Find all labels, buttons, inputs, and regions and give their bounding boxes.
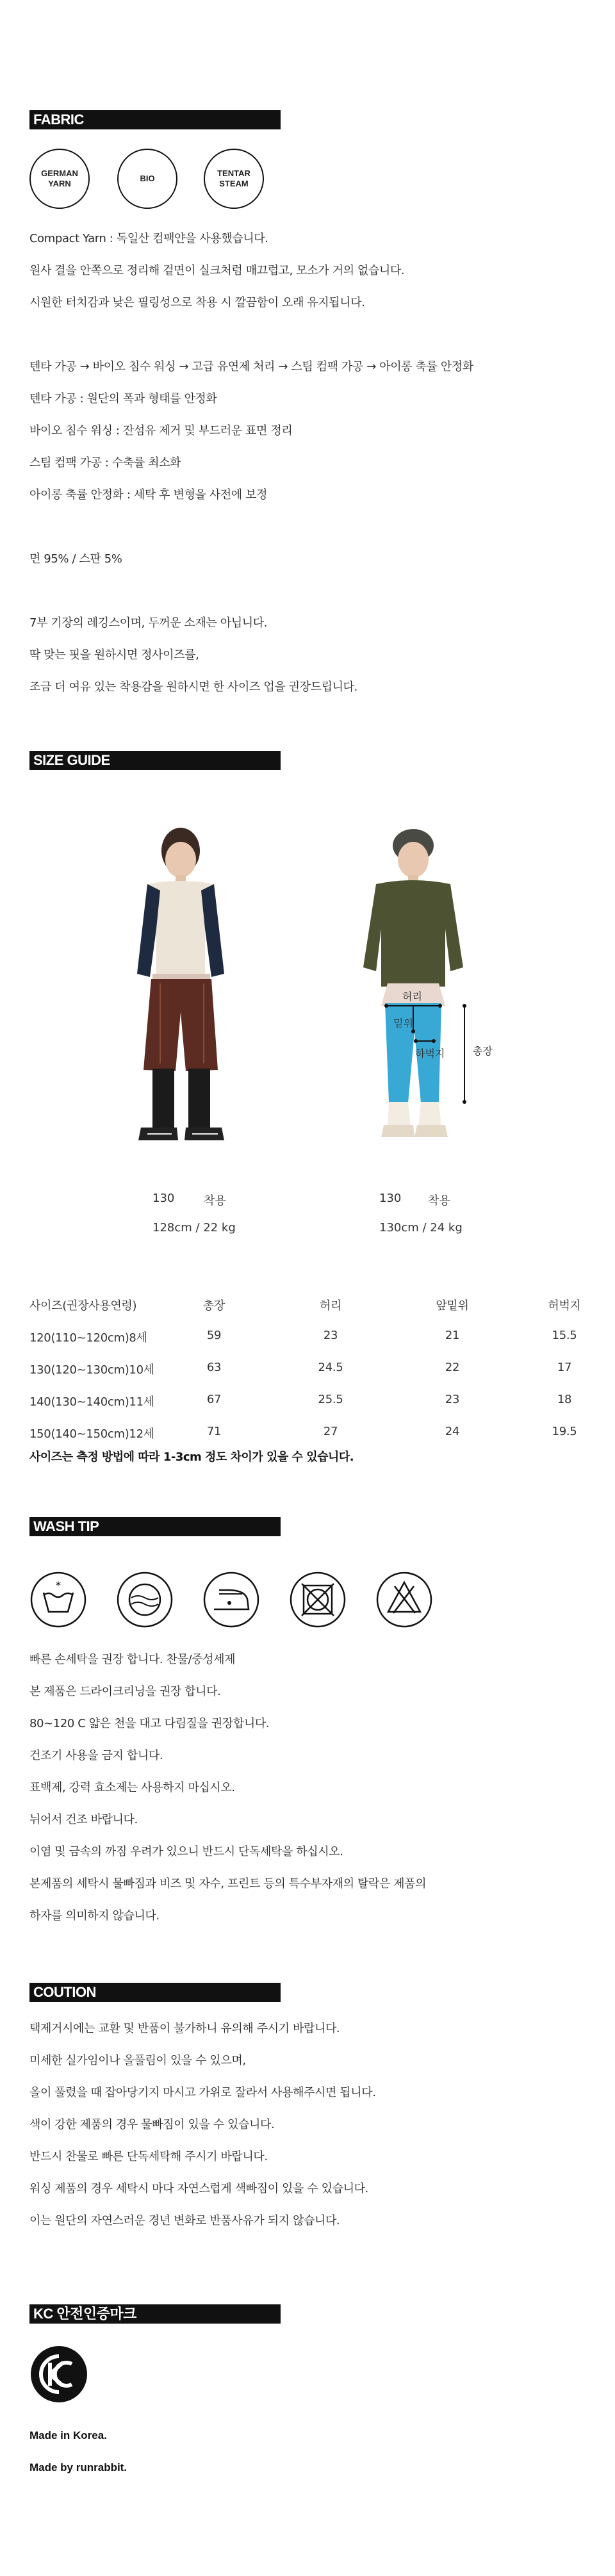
fabric-line: 바이오 침수 워싱 : 잔섬유 제거 및 부드러운 표면 정리 <box>29 424 293 438</box>
caution-line: 이는 원단의 자연스러운 경년 변화로 반품사유가 되지 않습니다. <box>29 2214 340 2227</box>
model-photo-front <box>122 820 237 1166</box>
rise-label: 밑위 <box>393 1017 413 1030</box>
table-row <box>29 1384 593 1416</box>
fabric-description <box>29 223 473 703</box>
fabric-line: 스팀 컴팩 가공 : 수축률 최소화 <box>29 456 181 470</box>
wash-line: 본제품의 세탁시 물빠짐과 비즈 및 자수, 프린트 등의 특수부자재의 탈락은 제품의 <box>29 1877 427 1891</box>
waist-label: 허리 <box>402 990 422 1003</box>
wash-line: 이염 및 금속의 까짐 우려가 있으니 반드시 단독세탁을 하십시오. <box>29 1845 343 1858</box>
kc-section-title: KC 안전인증마크 <box>29 2304 281 2324</box>
table-cell: 140(130~140cm)11세 <box>29 1395 154 1409</box>
size-table-header <box>29 1288 593 1320</box>
model-photo-measure <box>362 820 509 1166</box>
no-bleach-icon <box>375 1571 433 1628</box>
fabric-line: 7부 기장의 레깅스이며, 두꺼운 소재는 아닙니다. <box>29 616 268 630</box>
wash-line: 80~120 C 얇은 천을 대고 다림질을 권장합니다. <box>29 1717 270 1730</box>
caution-line: 반드시 찬물로 빠른 단독세탁해 주시기 바랍니다. <box>29 2150 268 2163</box>
table-cell: 25.5 <box>318 1393 343 1406</box>
tentar-steam-badge <box>204 149 264 209</box>
header-cell: 허벅지 <box>548 1299 581 1313</box>
hand-wash-30-icon <box>29 1571 87 1628</box>
wash-tip-section-title: WASH TIP <box>29 1517 281 1536</box>
table-cell: 21 <box>445 1329 460 1342</box>
german-yarn-badge <box>29 149 90 209</box>
model2-size: 130 <box>379 1192 402 1205</box>
caution-list <box>29 2013 376 2237</box>
wash-line: 본 제품은 드라이크리닝을 권장 합니다. <box>29 1685 221 1698</box>
header-cell: 총장 <box>202 1299 226 1313</box>
fabric-line: 조금 더 여유 있는 착용감을 원하시면 한 사이즈 업을 권장드립니다. <box>29 680 357 694</box>
made-in-text: Made in Korea. <box>29 2429 107 2441</box>
table-cell: 63 <box>206 1361 222 1374</box>
table-cell: 59 <box>206 1329 222 1342</box>
caution-section-title: COUTION <box>29 1983 281 2002</box>
table-cell: 22 <box>445 1361 460 1374</box>
table-cell: 67 <box>206 1393 222 1406</box>
model2-fit: 착용 <box>428 1194 450 1208</box>
fabric-line: 텐타 가공 → 바이오 침수 워싱 → 고급 유연제 처리 → 스팀 컴팩 가공 → 아이롱 축률 안정화 <box>29 360 473 373</box>
caution-line: 워싱 제품의 경우 세탁시 마다 자연스럽게 색빠짐이 있을 수 있습니다. <box>29 2182 368 2195</box>
fabric-line: 딱 맞는 핏을 원하시면 정사이즈를, <box>29 648 199 662</box>
wash-line: 하자를 의미하지 않습니다. <box>29 1909 160 1923</box>
header-cell: 앞밑위 <box>436 1299 469 1313</box>
caution-line: 미세한 실가임이나 올풀림이 있을 수 있으며, <box>29 2054 246 2067</box>
length-label: 총장 <box>473 1045 493 1057</box>
wash-line: 빠른 손세탁을 권장 합니다. 찬물/중성세제 <box>29 1653 236 1666</box>
header-cell: 사이즈(권장사용연령) <box>29 1299 137 1313</box>
fabric-line: Compact Yarn : 독일산 컴팩얀을 사용했습니다. <box>29 232 268 245</box>
table-cell: 24 <box>445 1425 460 1438</box>
table-cell: 23 <box>323 1329 338 1342</box>
table-cell: 23 <box>445 1393 460 1406</box>
fabric-line: 시원한 터치감과 낮은 필링성으로 착용 시 깔끔함이 오래 유지됩니다. <box>29 296 365 309</box>
table-cell: 15.5 <box>552 1329 577 1342</box>
wash-line: 표백제, 강력 효소제는 사용하지 마십시오. <box>29 1781 235 1794</box>
model1-spec: 128cm / 22 kg <box>152 1221 236 1235</box>
made-by-text: Made by runrabbit. <box>29 2461 127 2473</box>
model2-spec: 130cm / 24 kg <box>379 1221 463 1235</box>
model1-fit: 착용 <box>204 1194 226 1208</box>
size-note: 사이즈는 측정 방법에 따라 1-3cm 정도 차이가 있을 수 있습니다. <box>29 1450 354 1464</box>
size-table <box>29 1288 593 1448</box>
table-cell: 24.5 <box>318 1361 343 1374</box>
header-cell: 허리 <box>319 1299 342 1313</box>
table-row <box>29 1320 593 1352</box>
fabric-line: 아이롱 축률 안정화 : 세탁 후 변형을 사전에 보정 <box>29 488 268 502</box>
table-cell: 150(140~150cm)12세 <box>29 1427 154 1441</box>
fabric-line <box>29 575 473 607</box>
thigh-label: 하벅지 <box>415 1047 445 1060</box>
svg-text:*: * <box>56 1579 61 1591</box>
bio-badge <box>117 149 177 209</box>
fabric-line: 텐타 가공 : 원단의 폭과 형태를 안정화 <box>29 392 217 406</box>
dry-clean-icon <box>116 1571 174 1628</box>
table-cell: 19.5 <box>552 1425 577 1438</box>
no-tumble-dry-icon <box>289 1571 347 1628</box>
fabric-line <box>29 319 473 351</box>
table-row <box>29 1416 593 1448</box>
fabric-section-title: FABRIC <box>29 110 281 129</box>
iron-low-icon <box>202 1571 260 1628</box>
badge-label: TENTAR STEAM <box>217 168 250 188</box>
table-cell: 27 <box>323 1425 338 1438</box>
fabric-line: 면 95% / 스판 5% <box>29 552 122 566</box>
table-cell: 17 <box>557 1361 572 1374</box>
caution-line: 색이 강한 제품의 경우 물빠짐이 있을 수 있습니다. <box>29 2118 275 2131</box>
fabric-line: 원사 결을 안쪽으로 정리해 겉면이 실크처럼 매끄럽고, 모소가 거의 없습니다. <box>29 264 405 277</box>
caution-line: 올이 풀렸을 때 잡아당기지 마시고 가위로 잘라서 사용해주시면 됩니다. <box>29 2086 376 2099</box>
table-cell: 130(120~130cm)10세 <box>29 1363 154 1377</box>
model1-size: 130 <box>152 1192 175 1205</box>
table-cell: 120(110~120cm)8세 <box>29 1331 147 1345</box>
fabric-line <box>29 511 473 543</box>
badge-label: BIO <box>140 174 155 183</box>
table-cell: 71 <box>206 1425 222 1438</box>
size-guide-section-title: SIZE GUIDE <box>29 751 281 770</box>
wash-tip-list <box>29 1644 426 1932</box>
table-row <box>29 1352 593 1384</box>
wash-line: 뉘어서 건조 바랍니다. <box>29 1813 138 1826</box>
table-cell: 18 <box>557 1393 572 1406</box>
badge-label: GERMAN YARN <box>41 168 78 188</box>
kc-certification-icon <box>29 2345 88 2404</box>
caution-line: 택제거시에는 교환 및 반품이 불가하니 유의해 주시기 바랍니다. <box>29 2022 340 2035</box>
wash-line: 건조기 사용을 금지 합니다. <box>29 1749 163 1762</box>
